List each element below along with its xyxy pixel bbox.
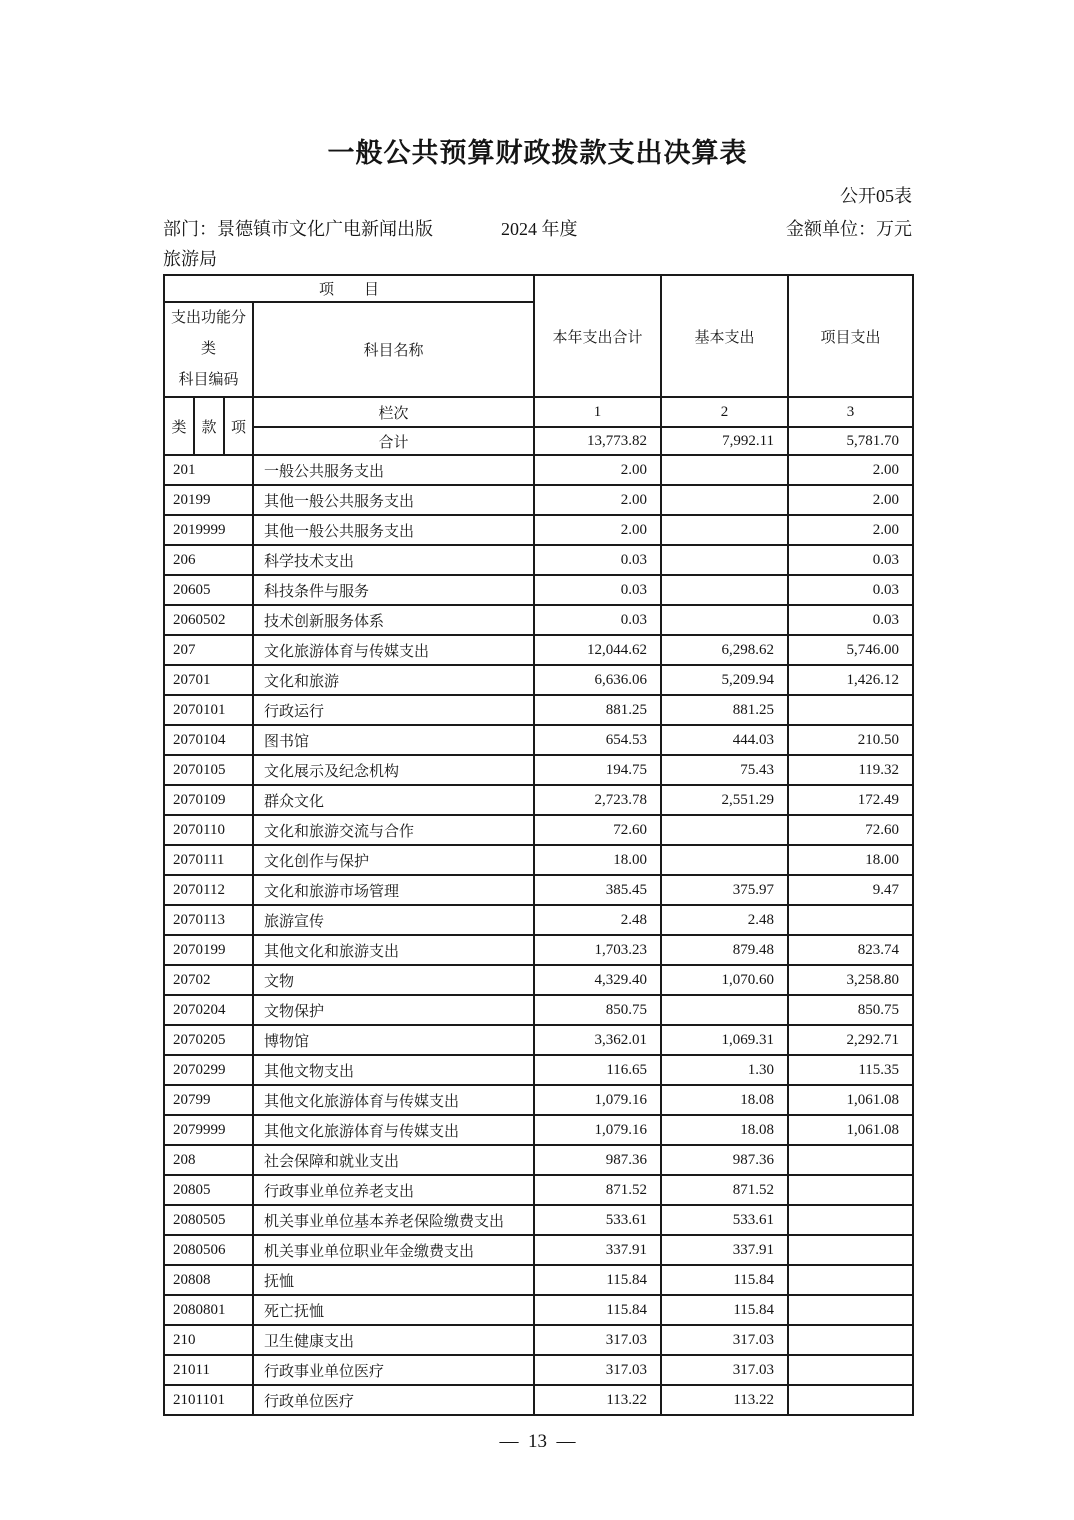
row-total-expenditure: 2,723.78: [534, 785, 661, 815]
row-total-expenditure: 850.75: [534, 995, 661, 1025]
header-code-label-line1: 支出功能分类: [170, 310, 246, 357]
row-basic-expenditure: 115.84: [661, 1265, 788, 1295]
row-total-expenditure: 871.52: [534, 1175, 661, 1205]
form-code-label: 公开05表: [840, 186, 912, 206]
row-code: 210: [164, 1325, 253, 1355]
table-row: [164, 1205, 913, 1235]
row-code: 2079999: [164, 1115, 253, 1145]
row-subject-name: 群众文化: [253, 785, 534, 815]
row-code: 2070112: [164, 875, 253, 905]
row-subject-name: 其他一般公共服务支出: [253, 485, 534, 515]
row-subject-name: 科技条件与服务: [253, 575, 534, 605]
row-project-expenditure: 1,061.08: [788, 1085, 913, 1115]
row-code: 20605: [164, 575, 253, 605]
row-project-expenditure: 115.35: [788, 1055, 913, 1085]
row-code: 20702: [164, 965, 253, 995]
row-subject-name: 一般公共服务支出: [253, 455, 534, 485]
table-row: [164, 695, 913, 725]
row-subject-name: 博物馆: [253, 1025, 534, 1055]
row-code: 20701: [164, 665, 253, 695]
row-subject-name: 死亡抚恤: [253, 1295, 534, 1325]
table-row: [164, 515, 913, 545]
table-row: [164, 875, 913, 905]
row-total-expenditure: 317.03: [534, 1355, 661, 1385]
row-basic-expenditure: 871.52: [661, 1175, 788, 1205]
row-code: 206: [164, 545, 253, 575]
row-subject-name: 文化和旅游市场管理: [253, 875, 534, 905]
row-basic-expenditure: 5,209.94: [661, 665, 788, 695]
row-basic-expenditure: [661, 485, 788, 515]
header-row-lanci: [164, 397, 913, 427]
row-basic-expenditure: 115.84: [661, 1295, 788, 1325]
row-code: 2019999: [164, 515, 253, 545]
row-subject-name: 其他文化和旅游支出: [253, 935, 534, 965]
row-subject-name: 其他文化旅游体育与传媒支出: [253, 1115, 534, 1145]
row-project-expenditure: 1,426.12: [788, 665, 913, 695]
header-sub-item: 项: [224, 397, 253, 455]
page-title: 一般公共预算财政拨款支出决算表: [327, 138, 748, 168]
table-row: [164, 845, 913, 875]
row-code: 20199: [164, 485, 253, 515]
header-col-total: 本年支出合计: [534, 275, 661, 397]
header-item-group: 项 目: [164, 275, 534, 302]
table-row: [164, 665, 913, 695]
header-sub-section: 款: [194, 397, 224, 455]
row-subject-name: 文化和旅游交流与合作: [253, 815, 534, 845]
row-project-expenditure: 210.50: [788, 725, 913, 755]
row-total-expenditure: 115.84: [534, 1265, 661, 1295]
table-row: [164, 1265, 913, 1295]
header-col-project: 项目支出: [788, 275, 913, 397]
row-basic-expenditure: 987.36: [661, 1145, 788, 1175]
row-code: 2070110: [164, 815, 253, 845]
table-row: [164, 815, 913, 845]
row-total-expenditure: 2.00: [534, 515, 661, 545]
row-code: 208: [164, 1145, 253, 1175]
row-project-expenditure: [788, 1325, 913, 1355]
row-subject-name: 行政事业单位养老支出: [253, 1175, 534, 1205]
row-basic-expenditure: 375.97: [661, 875, 788, 905]
row-project-expenditure: [788, 1295, 913, 1325]
table-row: [164, 1385, 913, 1415]
header-code-label-line2: 科目编码: [178, 372, 239, 388]
row-subject-name: 行政单位医疗: [253, 1385, 534, 1415]
row-code: 20799: [164, 1085, 253, 1115]
row-basic-expenditure: 533.61: [661, 1205, 788, 1235]
department-line1: 部门：景德镇市文化广电新闻出版: [163, 219, 433, 239]
row-subject-name: 文化创作与保护: [253, 845, 534, 875]
row-project-expenditure: 1,061.08: [788, 1115, 913, 1145]
row-subject-name: 科学技术支出: [253, 545, 534, 575]
total-row-basic: 7,992.11: [661, 427, 788, 455]
row-total-expenditure: 1,703.23: [534, 935, 661, 965]
row-basic-expenditure: 879.48: [661, 935, 788, 965]
row-project-expenditure: 5,746.00: [788, 635, 913, 665]
row-code: 21011: [164, 1355, 253, 1385]
row-project-expenditure: 0.03: [788, 605, 913, 635]
row-project-expenditure: 2.00: [788, 515, 913, 545]
row-total-expenditure: 2.00: [534, 455, 661, 485]
meta-info-line: [163, 214, 912, 274]
row-basic-expenditure: 75.43: [661, 755, 788, 785]
fiscal-year-label: 2024 年度: [501, 219, 578, 239]
row-subject-name: 文物: [253, 965, 534, 995]
table-row: [164, 545, 913, 575]
row-basic-expenditure: [661, 515, 788, 545]
page-content: [163, 0, 912, 1454]
row-basic-expenditure: [661, 845, 788, 875]
row-subject-name: 机关事业单位基本养老保险缴费支出: [253, 1205, 534, 1235]
table-row: [164, 1115, 913, 1145]
row-basic-expenditure: 444.03: [661, 725, 788, 755]
row-basic-expenditure: 18.08: [661, 1085, 788, 1115]
department-label: [163, 214, 441, 274]
row-subject-name: 卫生健康支出: [253, 1325, 534, 1355]
row-subject-name: 其他一般公共服务支出: [253, 515, 534, 545]
amount-unit-label: 金额单位：万元: [786, 219, 912, 239]
row-code: 2070204: [164, 995, 253, 1025]
header-sub-class: 类: [164, 397, 194, 455]
row-code: 2070109: [164, 785, 253, 815]
row-code: 2080505: [164, 1205, 253, 1235]
row-basic-expenditure: 2,551.29: [661, 785, 788, 815]
row-basic-expenditure: 1,069.31: [661, 1025, 788, 1055]
row-subject-name: 抚恤: [253, 1265, 534, 1295]
header-row-item: [164, 275, 913, 302]
row-project-expenditure: 9.47: [788, 875, 913, 905]
row-project-expenditure: 0.03: [788, 545, 913, 575]
header-col-num-3: 3: [788, 397, 913, 427]
row-basic-expenditure: [661, 605, 788, 635]
row-subject-name: 其他文物支出: [253, 1055, 534, 1085]
row-total-expenditure: 1,079.16: [534, 1115, 661, 1145]
row-basic-expenditure: [661, 545, 788, 575]
row-project-expenditure: [788, 695, 913, 725]
row-code: 2080801: [164, 1295, 253, 1325]
row-total-expenditure: 2.48: [534, 905, 661, 935]
row-basic-expenditure: [661, 995, 788, 1025]
row-total-expenditure: 6,636.06: [534, 665, 661, 695]
row-subject-name: 文化展示及纪念机构: [253, 755, 534, 785]
row-subject-name: 行政事业单位医疗: [253, 1355, 534, 1385]
row-subject-name: 其他文化旅游体育与传媒支出: [253, 1085, 534, 1115]
row-total-expenditure: 18.00: [534, 845, 661, 875]
header-subject-name: 科目名称: [253, 302, 534, 397]
row-total-expenditure: 12,044.62: [534, 635, 661, 665]
budget-table: [163, 274, 914, 1416]
row-total-expenditure: 116.65: [534, 1055, 661, 1085]
row-code: 2101101: [164, 1385, 253, 1415]
row-code: 2070205: [164, 1025, 253, 1055]
table-row: [164, 1085, 913, 1115]
row-code: 2070111: [164, 845, 253, 875]
header-col-num-1: 1: [534, 397, 661, 427]
row-basic-expenditure: 18.08: [661, 1115, 788, 1145]
table-row: [164, 905, 913, 935]
row-total-expenditure: 317.03: [534, 1325, 661, 1355]
row-project-expenditure: 119.32: [788, 755, 913, 785]
table-row: [164, 935, 913, 965]
row-code: 2070101: [164, 695, 253, 725]
row-code: 20808: [164, 1265, 253, 1295]
row-subject-name: 文化和旅游: [253, 665, 534, 695]
row-code: 201: [164, 455, 253, 485]
row-basic-expenditure: 2.48: [661, 905, 788, 935]
row-total-expenditure: 881.25: [534, 695, 661, 725]
row-total-expenditure: 113.22: [534, 1385, 661, 1415]
row-code: 2060502: [164, 605, 253, 635]
table-row: [164, 1235, 913, 1265]
table-row: [164, 575, 913, 605]
row-basic-expenditure: 337.91: [661, 1235, 788, 1265]
table-row: [164, 785, 913, 815]
table-row: [164, 1295, 913, 1325]
row-subject-name: 机关事业单位职业年金缴费支出: [253, 1235, 534, 1265]
row-total-expenditure: 3,362.01: [534, 1025, 661, 1055]
row-code: 2080506: [164, 1235, 253, 1265]
row-total-expenditure: 0.03: [534, 575, 661, 605]
row-subject-name: 社会保障和就业支出: [253, 1145, 534, 1175]
total-row-label: 合计: [253, 427, 534, 455]
row-project-expenditure: [788, 1175, 913, 1205]
row-total-expenditure: 2.00: [534, 485, 661, 515]
header-lanci-label: 栏次: [253, 397, 534, 427]
row-total-expenditure: 1,079.16: [534, 1085, 661, 1115]
table-row: [164, 1325, 913, 1355]
table-row: [164, 725, 913, 755]
row-basic-expenditure: 6,298.62: [661, 635, 788, 665]
row-project-expenditure: [788, 1265, 913, 1295]
table-row: [164, 1145, 913, 1175]
table-row: [164, 965, 913, 995]
table-row: [164, 995, 913, 1025]
row-total-expenditure: 72.60: [534, 815, 661, 845]
row-project-expenditure: 3,258.80: [788, 965, 913, 995]
total-row: [164, 427, 913, 455]
table-row: [164, 1175, 913, 1205]
row-code: 2070104: [164, 725, 253, 755]
row-project-expenditure: [788, 1235, 913, 1265]
row-project-expenditure: 0.03: [788, 575, 913, 605]
row-code: 2070199: [164, 935, 253, 965]
row-code: 20805: [164, 1175, 253, 1205]
row-subject-name: 文物保护: [253, 995, 534, 1025]
row-total-expenditure: 533.61: [534, 1205, 661, 1235]
table-row: [164, 635, 913, 665]
table-row: [164, 755, 913, 785]
row-subject-name: 行政运行: [253, 695, 534, 725]
row-project-expenditure: 18.00: [788, 845, 913, 875]
total-row-total: 13,773.82: [534, 427, 661, 455]
row-project-expenditure: 2.00: [788, 485, 913, 515]
department-line2: 旅游局: [163, 249, 217, 269]
table-row: [164, 485, 913, 515]
row-total-expenditure: 0.03: [534, 545, 661, 575]
row-basic-expenditure: [661, 455, 788, 485]
total-row-project: 5,781.70: [788, 427, 913, 455]
table-row: [164, 1025, 913, 1055]
row-subject-name: 图书馆: [253, 725, 534, 755]
page-number: — 13 —: [499, 1431, 576, 1452]
row-project-expenditure: [788, 1205, 913, 1235]
row-total-expenditure: 337.91: [534, 1235, 661, 1265]
row-subject-name: 技术创新服务体系: [253, 605, 534, 635]
row-total-expenditure: 987.36: [534, 1145, 661, 1175]
row-basic-expenditure: 1.30: [661, 1055, 788, 1085]
row-code: 2070299: [164, 1055, 253, 1085]
table-body: [164, 455, 913, 1415]
row-basic-expenditure: [661, 815, 788, 845]
table-row: [164, 455, 913, 485]
table-row: [164, 605, 913, 635]
table-row: [164, 1055, 913, 1085]
row-project-expenditure: 823.74: [788, 935, 913, 965]
row-project-expenditure: [788, 905, 913, 935]
row-project-expenditure: 172.49: [788, 785, 913, 815]
row-total-expenditure: 654.53: [534, 725, 661, 755]
header-col-basic: 基本支出: [661, 275, 788, 397]
row-project-expenditure: 2.00: [788, 455, 913, 485]
row-total-expenditure: 194.75: [534, 755, 661, 785]
row-project-expenditure: 2,292.71: [788, 1025, 913, 1055]
row-basic-expenditure: 317.03: [661, 1325, 788, 1355]
header-col-num-2: 2: [661, 397, 788, 427]
row-total-expenditure: 0.03: [534, 605, 661, 635]
row-project-expenditure: [788, 1145, 913, 1175]
row-total-expenditure: 385.45: [534, 875, 661, 905]
row-basic-expenditure: 881.25: [661, 695, 788, 725]
row-project-expenditure: [788, 1385, 913, 1415]
row-project-expenditure: [788, 1355, 913, 1385]
row-subject-name: 旅游宣传: [253, 905, 534, 935]
row-code: 207: [164, 635, 253, 665]
row-basic-expenditure: 317.03: [661, 1355, 788, 1385]
table-row: [164, 1355, 913, 1385]
row-project-expenditure: 72.60: [788, 815, 913, 845]
row-total-expenditure: 115.84: [534, 1295, 661, 1325]
row-subject-name: 文化旅游体育与传媒支出: [253, 635, 534, 665]
row-code: 2070113: [164, 905, 253, 935]
row-basic-expenditure: 1,070.60: [661, 965, 788, 995]
row-basic-expenditure: [661, 575, 788, 605]
header-code-label: [164, 302, 253, 397]
row-project-expenditure: 850.75: [788, 995, 913, 1025]
row-basic-expenditure: 113.22: [661, 1385, 788, 1415]
row-total-expenditure: 4,329.40: [534, 965, 661, 995]
row-code: 2070105: [164, 755, 253, 785]
